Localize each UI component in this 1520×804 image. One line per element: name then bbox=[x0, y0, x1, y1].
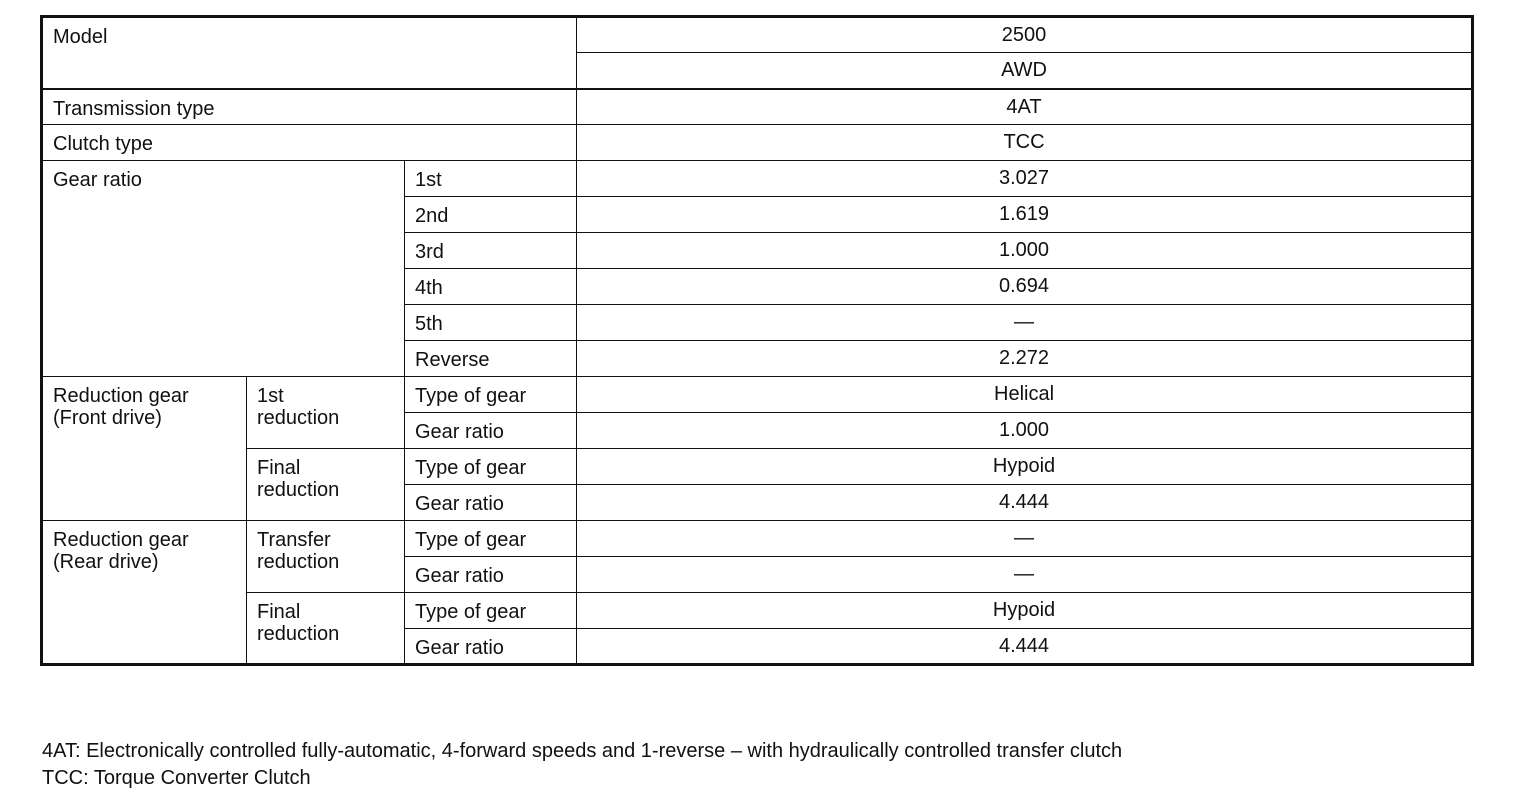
transmission-type-value: 4AT bbox=[577, 89, 1473, 125]
front-final-reduction-label bbox=[247, 449, 405, 521]
drive-value: AWD bbox=[577, 53, 1473, 89]
front-final-reduction-text: Final reduction bbox=[257, 457, 340, 501]
front-first-reduction-text: 1st reduction bbox=[257, 385, 340, 429]
table-row-rear-final-type bbox=[42, 593, 1473, 629]
gear-reverse-value: 2.272 bbox=[577, 341, 1473, 377]
table-row-transmission-type bbox=[42, 89, 1473, 125]
footnotes bbox=[42, 738, 1482, 792]
front-reduction-text: Reduction gear (Front drive) bbox=[53, 385, 189, 429]
gear-1st-label: 1st bbox=[405, 161, 577, 197]
gear-3rd-label: 3rd bbox=[405, 233, 577, 269]
table-row-rear-transfer-type bbox=[42, 521, 1473, 557]
rear-reduction-label bbox=[42, 521, 247, 665]
gear-5th-label: 5th bbox=[405, 305, 577, 341]
gear-2nd-label: 2nd bbox=[405, 197, 577, 233]
footnote-tcc: TCC: Torque Converter Clutch bbox=[42, 767, 311, 789]
gear-5th-value: — bbox=[577, 305, 1473, 341]
rear-transfer-ratio-value: — bbox=[577, 557, 1473, 593]
front-reduction-label bbox=[42, 377, 247, 521]
front-first-ratio-value: 1.000 bbox=[577, 413, 1473, 449]
table-row-front-first-type bbox=[42, 377, 1473, 413]
front-first-type-label: Type of gear bbox=[405, 377, 577, 413]
rear-final-ratio-value: 4.444 bbox=[577, 629, 1473, 665]
gear-1st-value: 3.027 bbox=[577, 161, 1473, 197]
front-final-ratio-value: 4.444 bbox=[577, 485, 1473, 521]
rear-transfer-type-label: Type of gear bbox=[405, 521, 577, 557]
front-first-reduction-label bbox=[247, 377, 405, 449]
front-final-type-label: Type of gear bbox=[405, 449, 577, 485]
table-row-model bbox=[42, 17, 1473, 53]
rear-transfer-reduction-text: Transfer reduction bbox=[257, 529, 340, 573]
rear-final-type-value: Hypoid bbox=[577, 593, 1473, 629]
front-first-type-value: Helical bbox=[577, 377, 1473, 413]
table-row-gear-1st bbox=[42, 161, 1473, 197]
rear-transfer-reduction-label bbox=[247, 521, 405, 593]
front-final-ratio-label: Gear ratio bbox=[405, 485, 577, 521]
rear-final-reduction-label bbox=[247, 593, 405, 665]
footnote-4at: 4AT: Electronically controlled fully-automatic, 4-forward speeds and 1-reverse – with hydraulically controlled transfer clutch bbox=[42, 740, 1123, 762]
front-final-type-value: Hypoid bbox=[577, 449, 1473, 485]
rear-final-ratio-label: Gear ratio bbox=[405, 629, 577, 665]
transmission-spec-table bbox=[40, 15, 1474, 666]
table-row-front-final-type bbox=[42, 449, 1473, 485]
gear-4th-label: 4th bbox=[405, 269, 577, 305]
rear-transfer-type-value: — bbox=[577, 521, 1473, 557]
clutch-type-value: TCC bbox=[577, 125, 1473, 161]
table-row-clutch-type bbox=[42, 125, 1473, 161]
gear-2nd-value: 1.619 bbox=[577, 197, 1473, 233]
rear-final-reduction-text: Final reduction bbox=[257, 601, 340, 645]
gear-ratio-label: Gear ratio bbox=[42, 161, 405, 377]
transmission-type-label: Transmission type bbox=[42, 89, 577, 125]
model-label: Model bbox=[42, 17, 577, 89]
rear-reduction-text: Reduction gear (Rear drive) bbox=[53, 529, 189, 573]
model-value: 2500 bbox=[577, 17, 1473, 53]
front-first-ratio-label: Gear ratio bbox=[405, 413, 577, 449]
rear-transfer-ratio-label: Gear ratio bbox=[405, 557, 577, 593]
gear-reverse-label: Reverse bbox=[405, 341, 577, 377]
rear-final-type-label: Type of gear bbox=[405, 593, 577, 629]
gear-3rd-value: 1.000 bbox=[577, 233, 1473, 269]
gear-4th-value: 0.694 bbox=[577, 269, 1473, 305]
clutch-type-label: Clutch type bbox=[42, 125, 577, 161]
